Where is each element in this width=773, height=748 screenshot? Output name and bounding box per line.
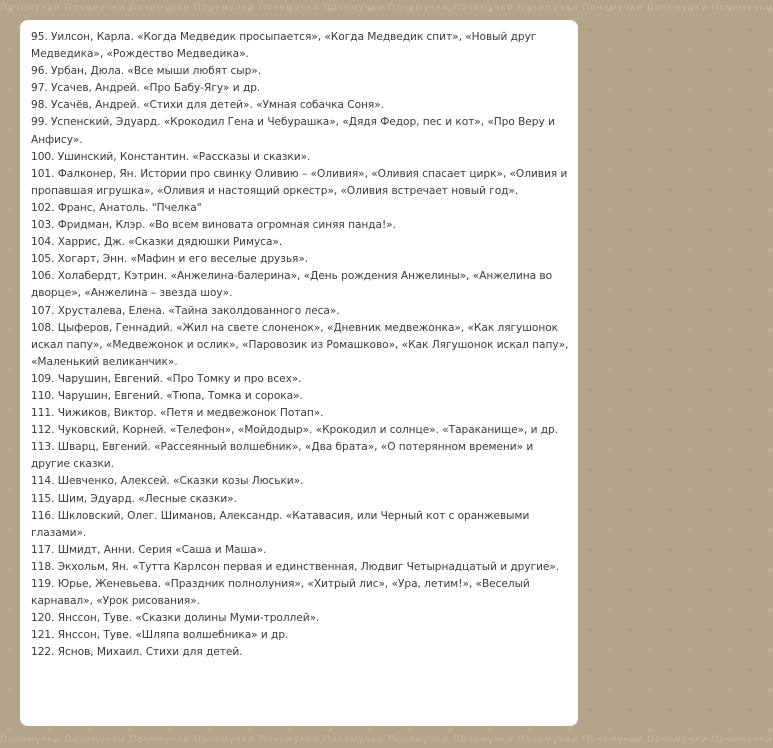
list-item: 103. Фридман, Клэр. «Во всем виновата огромная синяя панда!». — [31, 219, 396, 232]
list-item: 97. Усачев, Андрей. «Про Бабу-Ягу» и др. — [31, 82, 261, 95]
list-item: 102. Франс, Анатоль. "Пчелка" — [31, 201, 202, 214]
list-item: 114. Шевченко, Алексей. «Сказки козы Люськи». — [31, 475, 304, 488]
list-item: 108. Цыферов, Геннадий. «Жил на свете слоненок», «Дневник медвежонка», «Как лягушонок искал папу», «Медвежонок и ослик», «Паровозик из Ромашково», «Как Лягушонок искал папу», «Маленький великанчик». — [31, 321, 569, 368]
list-item: 95. Уилсон, Карла. «Когда Медведик просыпается», «Когда Медведик спит», «Новый друг Медведика», «Рождество Медведика». — [31, 31, 537, 61]
list-item: 101. Фалконер, Ян. Истории про свинку Оливию – «Оливия», «Оливия спасает цирк», «Оливия и пропавшая игрушка», «Оливия и настоящий оркестр», «Оливия встречает новый год». — [31, 167, 568, 197]
list-item: 104. Харрис, Дж. «Сказки дядюшки Римуса». — [31, 236, 283, 249]
list-item: 116. Шкловский, Олег. Шиманов, Александр. «Катавасия, или Черный кот с оранжевыми глазами». — [31, 509, 530, 539]
list-item: 107. Хрусталева, Елена. «Тайна заколдованного леса». — [31, 304, 340, 317]
list-item: 112. Чуковский, Корней. «Телефон», «Мойдодыр». «Крокодил и солнце». «Тараканище», и др. — [31, 424, 559, 437]
list-item: 106. Холабердт, Кэтрин. «Анжелина-балерина», «День рождения Анжелины», «Анжелина во дворце», «Анжелина – звезда шоу». — [31, 270, 552, 300]
list-item: 119. Юрье, Женевьева. «Праздник полнолуния», «Хитрый лис», «Ура, летим!», «Веселый карнавал», «Урок рисования». — [31, 578, 530, 608]
list-item: 98. Усачёв, Андрей. «Стихи для детей». «Умная собачка Соня». — [31, 99, 384, 112]
watermark-top: Почемучки Почемучки Почемучки Почемучки Почемучки Почемучки Почемучки Почемучки Почемучки Почемучки Почемучки Почемучки — [0, 3, 773, 13]
list-item: 120. Янссон, Туве. «Сказки долины Муми-троллей». — [31, 612, 320, 625]
watermark-bottom: Почемучки Почемучки Почемучки Почемучки Почемучки Почемучки Почемучки Почемучки Почемучки Почемучки Почемучки Почемучки — [0, 735, 773, 745]
list-item: 118. Экхольм, Ян. «Тутта Карлсон первая и единственная, Людвиг Четырнадцатый и другие». — [31, 560, 560, 573]
list-item: 110. Чарушин, Евгений. «Тюпа, Томка и сорока». — [31, 389, 303, 402]
book-list-panel — [20, 20, 578, 726]
list-item: 111. Чижиков, Виктор. «Петя и медвежонок Потап». — [31, 407, 324, 420]
list-item: 117. Шмидт, Анни. Серия «Саша и Маша». — [31, 543, 267, 556]
book-list — [31, 29, 570, 661]
list-item: 122. Яснов, Михаил. Стихи для детей. — [31, 646, 243, 659]
list-item: 109. Чарушин, Евгений. «Про Томку и про всех». — [31, 372, 302, 385]
list-item: 115. Шим, Эдуард. «Лесные сказки». — [31, 492, 237, 505]
list-item: 105. Хогарт, Энн. «Мафин и его веселые друзья». — [31, 253, 309, 266]
list-item: 99. Успенский, Эдуард. «Крокодил Гена и Чебурашка», «Дядя Федор, пес и кот», «Про Веру и Анфису». — [31, 116, 555, 146]
list-item: 100. Ушинский, Константин. «Рассказы и сказки». — [31, 150, 311, 163]
list-item: 113. Шварц, Евгений. «Рассеянный волшебник», «Два брата», «О потерянном времени» и другие сказки. — [31, 441, 534, 471]
list-item: 121. Янссон, Туве. «Шляпа волшебника» и др. — [31, 629, 289, 642]
list-item: 96. Урбан, Дюла. «Все мыши любят сыр». — [31, 65, 262, 78]
